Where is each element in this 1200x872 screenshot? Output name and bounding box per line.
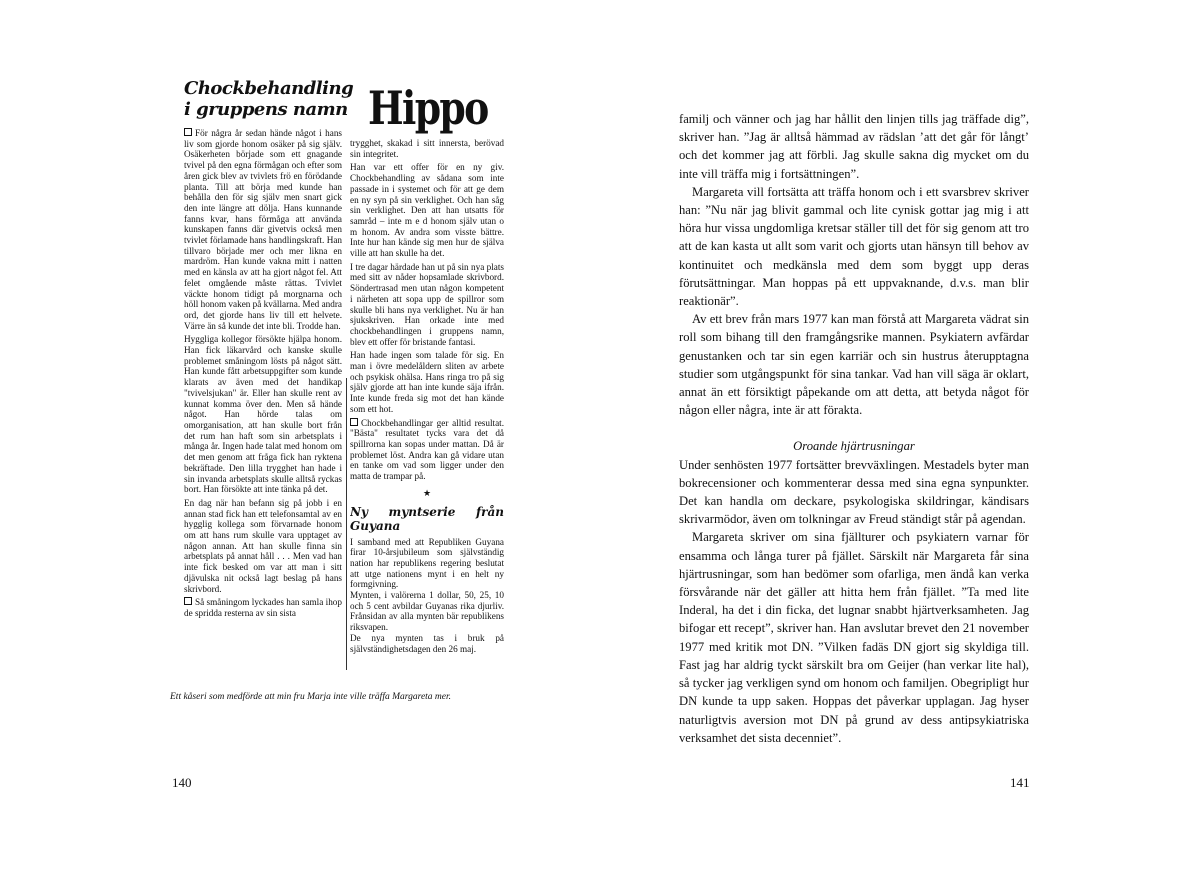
image-caption: Ett kåseri som medförde att min fru Marja inte ville träffa Margareta mer. — [170, 692, 452, 702]
clipping-headline: Chockbehandling i gruppens namn — [184, 78, 354, 120]
clipping-column-2 — [350, 138, 504, 673]
clipping-subheadline: Ny myntserie från Guyana — [350, 504, 504, 533]
column2-paragraph: I tre dagar härdade han ut på sin nya plats med sitt av nåder hopsamlade skrivbord. Söndertrasad men utan någon kompetent i närheten att sopa upp de spillror som skulle bli hans nya verklighet. Nu är han sjukskriven. Han orkade inte med chockbehandlingen i gruppens namn, blev ett offer för bristande fantasi. — [350, 261, 504, 347]
body-paragraph: Under senhösten 1977 fortsätter brevväxlingen. Mestadels byter man bokrecensioner och kommenterar dessa med sina egna synpunkter. Det kan handla om deckare, psykologiska skildringar, kändisars skrivarmödor, även om tolkningar av Freud ständigt står på agendan. — [679, 457, 1029, 527]
book-text — [679, 110, 1029, 747]
news-paragraph: De nya mynten tas i bruk på självständighetsdagen den 26 maj. — [350, 632, 504, 654]
newspaper-clipping — [168, 78, 514, 678]
clipping-column-1 — [184, 128, 342, 673]
column2-paragraph: Chockbehandlingar ger alltid resultat. "Bästa" resultatet tycks vara det då spillrorna kan sopas under mattan. Då är problemet löst. Andra kan gå vidare utan en tanke om vad som ligger under den matta de trampar på. — [350, 417, 504, 482]
body-paragraph: Av ett brev från mars 1977 kan man förstå att Margareta vädrat sin roll som bihang till den framgångsrike mannen. Psykiatern avfärdar genustanken och tar sin egen karriär och sin hustrus återupptagna studier som utgångspunkt för sina tankar. Vad han vill säga är oklart, annat än ett försiktigt påpekande om att detta, att betyda något för någon eller några, inte är att förakta. — [679, 312, 1029, 418]
body-paragraph: Margareta vill fortsätta att träffa honom och i ett svarsbrev skriver han: ”Nu när jag blivit gammal och lite cynisk gottar jag mig i att höra hur vissa ungdomliga kretsar ställer till det för sig genom att tro att de kan kasta ut allt som varit och gjorts utan hänsyn till behov av kontinuitet och medkänsla med dem som byggt upp deras förutsättningar. Man hoppas på ett uppvaknande, d.v.s. man blir reaktionär”. — [679, 184, 1029, 309]
page-number-right: 141 — [1010, 775, 1030, 790]
body-paragraph: Margareta skriver om sina fjällturer och psykiatern varnar för ensamma och långa turer på fjället. Särskilt när Margareta får sina hjärtrusningar, som han bedömer som ofarliga, men ändå kan verka försvårande när det gäller att hitta hem från fjället. ”Ta med lite Inderal, ha det i din ficka, det lugnar snabbt hjärtverksamheten. Jag bifogar ett recept”, skriver han. Han avslutar brevet den 21 november 1977 med kritik mot DN. ”Vilken fadäs DN gjort sig skyldiga till. Fast jag har aldrig tyckt särskilt bra om Geijer (han verkar lite hal), så tycker jag verkligen synd om honom och familjen. Obegripligt hur DN kunde ta upp saken. Hoppas det påverkar upplagan. Jag hyser naturligtvis aversion mot DN på grund av dess antipsykiatriska verksamhet det sista decenniet”. — [679, 530, 1029, 745]
clipping-masthead: Hippo — [368, 81, 488, 135]
column2-paragraph: trygghet, skakad i sitt innersta, berövad sin integritet. — [350, 138, 504, 159]
checkbox-bullet-icon — [350, 418, 358, 426]
section-heading: Oroande hjärtrusningar — [793, 439, 915, 454]
news-paragraph: Mynten, i valörerna 1 dollar, 50, 25, 10 och 5 cent avbildar Guyanas rika djurliv. Frånsidan av alla mynten bär republikens riksvapen. — [350, 590, 504, 633]
body-paragraph: familj och vänner och jag har hållit den linjen tills jag träffade dig”, skriver han. ”Jag är alltså hämmad av rädslan ’att det går för långt’ och det kommer jag att förbli. Jag skulle sakna dig mycket om du inte vill träffa mig i fortsättningen”. — [679, 112, 1029, 181]
column1-paragraph: Så småningom lyckades han samla ihop de spridda resterna av sin sista — [184, 597, 342, 618]
column1-paragraph: Hyggliga kollegor försökte hjälpa honom. Han fick läkarvård och kanske skulle problemet småningom lösts på något sätt. Han kunde fått arbetsuppgifter som kunde klarats av även med det handikap "tvivelsjukan" är. Eller han skulle rent av kunnat komma över den. Men så hände något. Han hörde talas om omorganisation, att han skulle bort från det rum han haft som sin arbetsplats i många år. Ingen hade talat med honom om det men genom att fråga fick han ryktena bekräftade. Den lilla trygghet han hade i sin invanda arbetsplats skulle alltså ryckas bort. Han försökte att inte tänka på det. — [184, 334, 342, 495]
column2-paragraph: Han var ett offer för en ny giv. Chockbehandling av sådana som inte passade in i systemet och för att ge dem en ny syn på sin verklighet. Och han såg sin verklighet. Den att han utsatts för samråd – inte m e d honom själv utan o m honom. Av andra som visste bättre. Inte hur han kände sig men hur de själva ville att han skulle ha det. — [350, 162, 504, 259]
checkbox-bullet-icon — [184, 597, 192, 605]
column-divider — [346, 378, 347, 670]
column2-paragraph: Han hade ingen som talade för sig. En man i övre medelåldern sliten av arbete och psykisk ohälsa. Hans ringa tro på sig själv gjorde att han inte kunde säja ifrån. Inte kunde freda sig mot det han kände som ett hot. — [350, 350, 504, 414]
star-separator-icon: ★ — [422, 487, 432, 498]
checkbox-bullet-icon — [184, 128, 192, 136]
column1-paragraph: För några år sedan hände något i hans liv som gjorde honom osäker på sig själv. Osäkerheten började som ett gnagande tvivel på den egna förmågan och efter som åren gick blev av tvivlets frö en förödande planta. Till att börja med kunde han behålla den för sig själv men snart gick den inte längre att dölja. Hans kunnande fanns kvar, hans förmåga att använda kunskapen fanns där givetvis också men tvivlet förlamade hans handlingskraft. Han tillvaro började mer och mer likna en mardröm. Han kunde vakna mitt i natten med en känsla av att ha gjort något fel. Att felet omgående måste rättas. Tvivlet väckte honom tidigt på morgnarna och höll honom vaken på kvällarna. Med andra ord, det gjorde hans liv till ett helvete. Värre än så kunde det inte bli. Trodde han. — [184, 128, 342, 331]
news-paragraph: I samband med att Republiken Guyana firar 10-årsjubileum som självständig nation har republikens regering beslutat att utge nationens mynt i en helt ny formgivning. — [350, 536, 504, 590]
page-number-left: 140 — [172, 775, 192, 790]
column1-paragraph: En dag när han befann sig på jobb i en annan stad fick han ett telefonsamtal av en hygglig kollega som förvarnade honom om att hans rum skulle vara upptaget av någon annan. Att han skulle finna sin arbetsplats på annat håll . . . Men vad han inte fick besked om var att man i sitt djävulska nit också lagt beslag på hans skrivbord. — [184, 497, 342, 594]
